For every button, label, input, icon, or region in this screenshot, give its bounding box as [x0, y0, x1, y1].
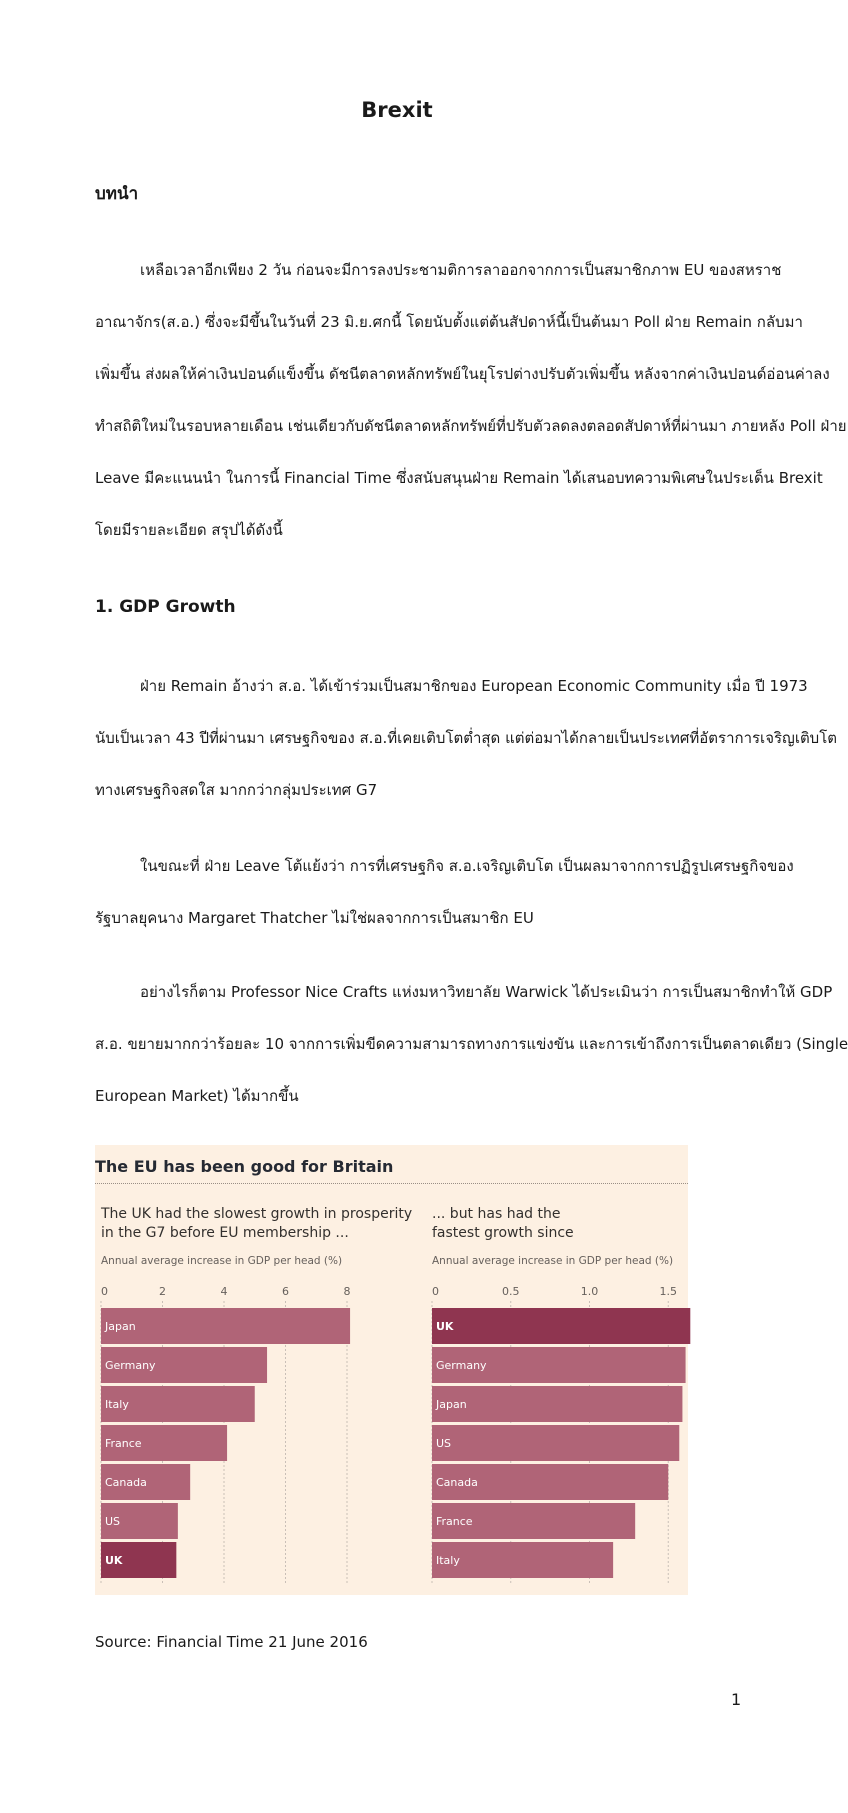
paragraph-line: ส.อ. ขยายมากกว่าร้อยละ 10 จากการเพิ่มขีดความสามารถทางการแข่งขัน และการเข้าถึงการเป็นตลาดเดียว (Single	[95, 1035, 848, 1053]
left-bar-label: UK	[105, 1554, 123, 1567]
right-bar-label: France	[436, 1515, 473, 1528]
figure-title: The EU has been good for Britain	[95, 1157, 394, 1176]
paragraph-line: นับเป็นเวลา 43 ปีที่ผ่านมา เศรษฐกิจของ ส.อ.ที่เคยเติบโตต่ำสุด แต่ต่อมาได้กลายเป็นประเทศที่อัตราการเจริญเติบโต	[95, 729, 838, 747]
gdp-growth-figure	[95, 1145, 688, 1595]
left-panel-title-line: in the G7 before EU membership ...	[101, 1225, 349, 1241]
paragraph-line: ทางเศรษฐกิจสดใส มากกว่ากลุ่มประเทศ G7	[95, 781, 378, 799]
right-panel-title-line: ... but has had the	[432, 1206, 561, 1222]
intro-line: Leave มีคะแนนนำ ในการนี้ Financial Time ซึ่งสนับสนุนฝ่าย Remain ได้เสนอบทความพิเศษในประเด็น Brexit	[95, 469, 823, 487]
left-panel-axis-label: Annual average increase in GDP per head (%)	[101, 1255, 343, 1267]
right-bar-label: Italy	[436, 1554, 460, 1567]
right-tick-label: 0.5	[502, 1285, 520, 1298]
left-bar-japan	[101, 1308, 350, 1344]
right-bar-label: Japan	[436, 1398, 467, 1411]
left-bar-label: Germany	[105, 1359, 156, 1372]
intro-paragraph	[95, 244, 847, 556]
bar-charts	[95, 1145, 688, 1595]
paragraph-line: European Market) ได้มากขึ้น	[95, 1087, 299, 1105]
intro-line: อาณาจักร(ส.อ.) ซึ่งจะมีขึ้นในวันที่ 23 มิ.ย.ศกนี้ โดยนับตั้งแต่ต้นสัปดาห์นี้เป็นต้นมา Poll ฝ่าย Remain กลับมา	[95, 313, 803, 331]
left-bar-label: US	[105, 1515, 121, 1528]
left-bar-label: Canada	[105, 1476, 147, 1489]
right-tick-label: 0	[432, 1285, 439, 1298]
right-panel-axis-label: Annual average increase in GDP per head (%)	[432, 1255, 674, 1267]
left-tick-label: 6	[282, 1285, 289, 1298]
right-bar-label: Canada	[436, 1476, 478, 1489]
paragraph-line: รัฐบาลยุคนาง Margaret Thatcher ไม่ใช่ผลจากการเป็นสมาชิก EU	[95, 909, 534, 927]
left-tick-label: 2	[159, 1285, 166, 1298]
right-panel-title-line: fastest growth since	[432, 1225, 574, 1241]
section1-paragraph-2	[95, 840, 794, 944]
left-tick-label: 0	[101, 1285, 108, 1298]
left-tick-label: 8	[343, 1285, 351, 1298]
section1-paragraph-3	[95, 966, 848, 1122]
right-bar-japan	[432, 1386, 682, 1422]
paragraph-line: ในขณะที่ ฝ่าย Leave โต้แย้งว่า การที่เศรษฐกิจ ส.อ.เจริญเติบโต เป็นผลมาจากการปฏิรูปเศรษฐกิจของ	[140, 857, 794, 875]
paragraph-line: ฝ่าย Remain อ้างว่า ส.อ. ได้เข้าร่วมเป็นสมาชิกของ European Economic Community เมื่อ ปี 1973	[140, 677, 808, 695]
right-bar-uk	[432, 1308, 690, 1344]
right-bar-label: UK	[436, 1320, 454, 1333]
right-bar-label: Germany	[436, 1359, 487, 1372]
intro-line: เหลือเวลาอีกเพียง 2 วัน ก่อนจะมีการลงประชามติการลาออกจากการเป็นสมาชิกภาพ EU ของสหราช	[140, 261, 782, 279]
intro-line: ทำสถิติใหม่ในรอบหลายเดือน เช่นเดียวกับดัชนีตลาดหลักทรัพย์ที่ปรับตัวลดลงตลอดสัปดาห์ที่ผ่านมา ภายหลัง Poll ฝ่าย	[95, 417, 847, 435]
right-tick-label: 1.5	[659, 1285, 677, 1298]
paragraph-line: อย่างไรก็ตาม Professor Nice Crafts แห่งมหาวิทยาลัย Warwick ได้ประเมินว่า การเป็นสมาชิกทำให้ GDP	[140, 983, 833, 1001]
left-bar-label: Japan	[105, 1320, 136, 1333]
intro-line: โดยมีรายละเอียด สรุปได้ดังนี้	[95, 521, 283, 539]
intro-line: เพิ่มขึ้น ส่งผลให้ค่าเงินปอนด์แข็งขึ้น ดัชนีตลาดหลักทรัพย์ในยุโรปต่างปรับตัวเพิ่มขึ้น หลังจากค่าเงินปอนด์อ่อนค่าลง	[95, 365, 830, 383]
left-bar-label: France	[105, 1437, 142, 1450]
right-bar-us	[432, 1425, 679, 1461]
right-tick-label: 1.0	[580, 1285, 599, 1298]
right-bar-label: US	[436, 1437, 452, 1450]
left-tick-label: 4	[220, 1285, 228, 1298]
intro-heading: บทนำ	[95, 184, 139, 204]
document-title: Brexit	[361, 98, 433, 122]
source-caption: Source: Financial Time 21 June 2016	[95, 1633, 368, 1651]
left-panel-title-line: The UK had the slowest growth in prosperity	[101, 1206, 413, 1222]
section-heading-gdp-growth: 1. GDP Growth	[95, 597, 236, 617]
section1-paragraph-1	[95, 660, 838, 816]
page-number: 1	[731, 1690, 742, 1709]
left-bar-label: Italy	[105, 1398, 129, 1411]
